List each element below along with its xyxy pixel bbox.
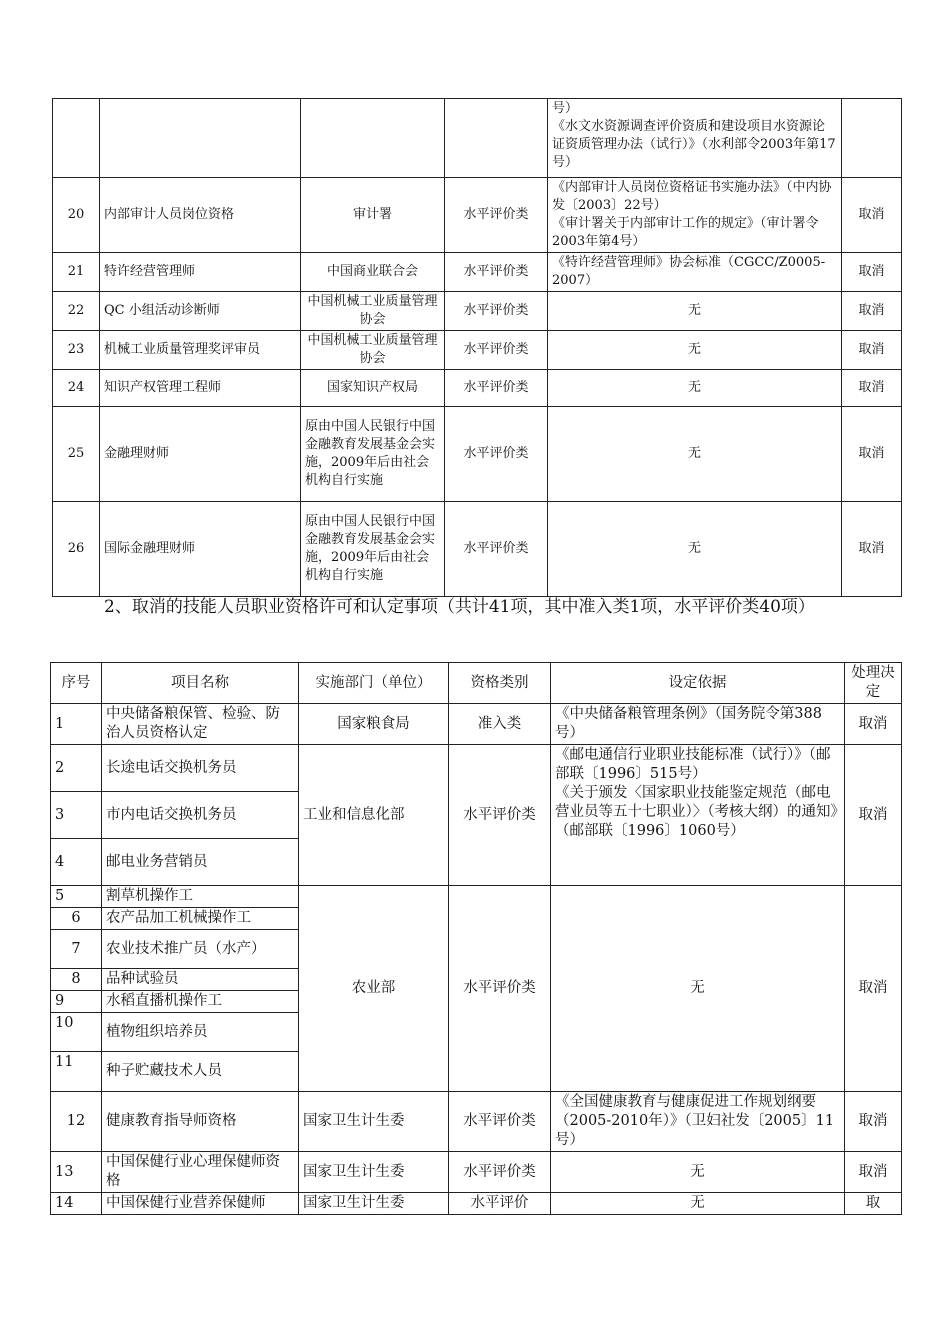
cell-dept: 原由中国人民银行中国金融教育发展基金会实施，2009年后由社会机构自行实施 bbox=[301, 407, 445, 502]
cell-basis: 《全国健康教育与健康促进工作规划纲要（2005-2010年）》（卫妇社发〔2005〕11号） bbox=[551, 1092, 845, 1152]
cell-no: 23 bbox=[53, 331, 100, 370]
cell-no: 21 bbox=[53, 253, 100, 292]
cell-no: 13 bbox=[51, 1152, 102, 1193]
cell-no: 25 bbox=[53, 407, 100, 502]
cell-no: 7 bbox=[51, 930, 102, 969]
cell-name: 机械工业质量管理奖评审员 bbox=[100, 331, 301, 370]
cell-dept: 国家卫生计生委 bbox=[299, 1152, 449, 1193]
cell-no: 1 bbox=[51, 704, 102, 745]
cell-no: 10 bbox=[51, 1013, 102, 1052]
cell-no: 24 bbox=[53, 370, 100, 407]
cell-dept: 国家知识产权局 bbox=[301, 370, 445, 407]
cell-type: 水平评价类 bbox=[445, 253, 548, 292]
table-row bbox=[51, 704, 902, 745]
cell-dept bbox=[301, 99, 445, 178]
cell-basis: 无 bbox=[551, 886, 845, 1092]
cell-type: 水平评价类 bbox=[449, 1092, 551, 1152]
header-decision: 处理决定 bbox=[845, 663, 902, 704]
cell-dept: 审计署 bbox=[301, 178, 445, 253]
cell-decision: 取消 bbox=[842, 331, 902, 370]
cell-type: 水平评价类 bbox=[449, 886, 551, 1092]
cell-name: 长途电话交换机务员 bbox=[102, 745, 299, 792]
cell-decision: 取消 bbox=[845, 886, 902, 1092]
cell-dept: 国家卫生计生委 bbox=[299, 1092, 449, 1152]
header-type: 资格类别 bbox=[449, 663, 551, 704]
cell-name: 知识产权管理工程师 bbox=[100, 370, 301, 407]
cell-type: 水平评价类 bbox=[449, 745, 551, 886]
cell-name: 割草机操作工 bbox=[102, 886, 299, 908]
cell-type: 准入类 bbox=[449, 704, 551, 745]
cell-no: 11 bbox=[51, 1052, 102, 1092]
cell-decision: 取 bbox=[845, 1193, 902, 1215]
cell-no: 3 bbox=[51, 792, 102, 839]
cell-basis: 《特许经营管理师》协会标准（CGCC/Z0005-2007） bbox=[548, 253, 842, 292]
cell-basis: 《内部审计人员岗位资格证书实施办法》（中内协发〔2003〕22号） 《审计署关于内部审计工作的规定》（审计署令2003年第4号） bbox=[548, 178, 842, 253]
cell-decision: 取消 bbox=[845, 1092, 902, 1152]
section-title: 2、取消的技能人员职业资格许可和认定事项（共计41项，其中准入类1项，水平评价类40项） bbox=[104, 597, 815, 617]
cell-name: 特许经营管理师 bbox=[100, 253, 301, 292]
cell-decision: 取消 bbox=[842, 370, 902, 407]
cell-name: 中国保健行业心理保健师资格 bbox=[102, 1152, 299, 1193]
cell-basis: 无 bbox=[548, 502, 842, 597]
table-header-row bbox=[51, 663, 902, 704]
table-row bbox=[53, 292, 902, 331]
cell-type: 水平评价类 bbox=[445, 292, 548, 331]
header-no: 序号 bbox=[51, 663, 102, 704]
table-row bbox=[51, 1092, 902, 1152]
cell-type bbox=[445, 99, 548, 178]
cell-decision: 取消 bbox=[842, 178, 902, 253]
cell-basis: 无 bbox=[548, 370, 842, 407]
cell-no: 6 bbox=[51, 908, 102, 930]
cell-no: 8 bbox=[51, 969, 102, 991]
header-basis: 设定依据 bbox=[551, 663, 845, 704]
cell-basis: 无 bbox=[551, 1152, 845, 1193]
cell-basis: 《中央储备粮管理条例》（国务院令第388号） bbox=[551, 704, 845, 745]
cell-dept: 农业部 bbox=[299, 886, 449, 1092]
cell-name: 农产品加工机械操作工 bbox=[102, 908, 299, 930]
cell-no: 4 bbox=[51, 839, 102, 886]
cell-basis: 无 bbox=[551, 1193, 845, 1215]
cell-basis: 无 bbox=[548, 407, 842, 502]
cell-type: 水平评价类 bbox=[445, 178, 548, 253]
table-row bbox=[53, 370, 902, 407]
cell-name: 金融理财师 bbox=[100, 407, 301, 502]
cell-no bbox=[53, 99, 100, 178]
table-row bbox=[51, 886, 902, 908]
cell-dept: 国家卫生计生委 bbox=[299, 1193, 449, 1215]
table-row bbox=[51, 1193, 902, 1215]
cell-name: QC 小组活动诊断师 bbox=[100, 292, 301, 331]
cell-name: 水稻直播机操作工 bbox=[102, 991, 299, 1013]
cell-decision: 取消 bbox=[845, 745, 902, 886]
cell-name: 种子贮藏技术人员 bbox=[102, 1052, 299, 1092]
cell-no: 9 bbox=[51, 991, 102, 1013]
table-row bbox=[51, 1152, 902, 1193]
cell-name: 植物组织培养员 bbox=[102, 1013, 299, 1052]
cell-type: 水平评价类 bbox=[449, 1152, 551, 1193]
cell-type: 水平评价类 bbox=[445, 502, 548, 597]
cell-decision: 取消 bbox=[842, 502, 902, 597]
cell-name: 中国保健行业营养保健师 bbox=[102, 1193, 299, 1215]
cell-decision: 取消 bbox=[845, 704, 902, 745]
cell-name: 邮电业务营销员 bbox=[102, 839, 299, 886]
cell-name: 市内电话交换机务员 bbox=[102, 792, 299, 839]
cell-decision: 取消 bbox=[842, 292, 902, 331]
table-row bbox=[53, 99, 902, 178]
cell-no: 12 bbox=[51, 1092, 102, 1152]
cell-decision: 取消 bbox=[845, 1152, 902, 1193]
cell-dept: 中国商业联合会 bbox=[301, 253, 445, 292]
table-row bbox=[53, 407, 902, 502]
cell-no: 14 bbox=[51, 1193, 102, 1215]
cell-decision: 取消 bbox=[842, 407, 902, 502]
cell-dept: 工业和信息化部 bbox=[299, 745, 449, 886]
cell-dept: 中国机械工业质量管理协会 bbox=[301, 331, 445, 370]
table-row bbox=[53, 253, 902, 292]
table-row bbox=[53, 178, 902, 253]
table-row bbox=[51, 745, 902, 792]
cell-no: 20 bbox=[53, 178, 100, 253]
cell-name: 内部审计人员岗位资格 bbox=[100, 178, 301, 253]
cell-decision bbox=[842, 99, 902, 178]
table-row bbox=[53, 502, 902, 597]
cell-name: 健康教育指导师资格 bbox=[102, 1092, 299, 1152]
cell-name: 国际金融理财师 bbox=[100, 502, 301, 597]
cell-basis: 《邮电通信行业职业技能标准（试行）》（邮部联〔1996〕515号） 《关于颁发〈国家职业技能鉴定规范（邮电营业员等五十七职业）〉（考核大纲）的通知》（邮部联〔1996〕1060号） bbox=[551, 745, 845, 886]
cell-type: 水平评价类 bbox=[445, 370, 548, 407]
qualification-table-part2 bbox=[50, 662, 902, 1215]
cell-type: 水平评价类 bbox=[445, 407, 548, 502]
cell-no: 26 bbox=[53, 502, 100, 597]
cell-decision: 取消 bbox=[842, 253, 902, 292]
cell-dept: 中国机械工业质量管理协会 bbox=[301, 292, 445, 331]
header-name: 项目名称 bbox=[102, 663, 299, 704]
cell-basis: 无 bbox=[548, 292, 842, 331]
qualification-table-part1 bbox=[52, 98, 902, 597]
header-dept: 实施部门（单位） bbox=[299, 663, 449, 704]
table-row bbox=[53, 331, 902, 370]
cell-no: 22 bbox=[53, 292, 100, 331]
cell-name: 农业技术推广员（水产） bbox=[102, 930, 299, 969]
cell-type: 水平评价 bbox=[449, 1193, 551, 1215]
cell-basis: 无 bbox=[548, 331, 842, 370]
cell-no: 2 bbox=[51, 745, 102, 792]
cell-name: 品种试验员 bbox=[102, 969, 299, 991]
cell-name: 中央储备粮保管、检验、防治人员资格认定 bbox=[102, 704, 299, 745]
cell-dept: 国家粮食局 bbox=[299, 704, 449, 745]
cell-basis: 号） 《水文水资源调查评价资质和建设项目水资源论证资质管理办法（试行）》（水利部令2003年第17号） bbox=[548, 99, 842, 178]
cell-no: 5 bbox=[51, 886, 102, 908]
cell-name bbox=[100, 99, 301, 178]
cell-dept: 原由中国人民银行中国金融教育发展基金会实施，2009年后由社会机构自行实施 bbox=[301, 502, 445, 597]
cell-type: 水平评价类 bbox=[445, 331, 548, 370]
